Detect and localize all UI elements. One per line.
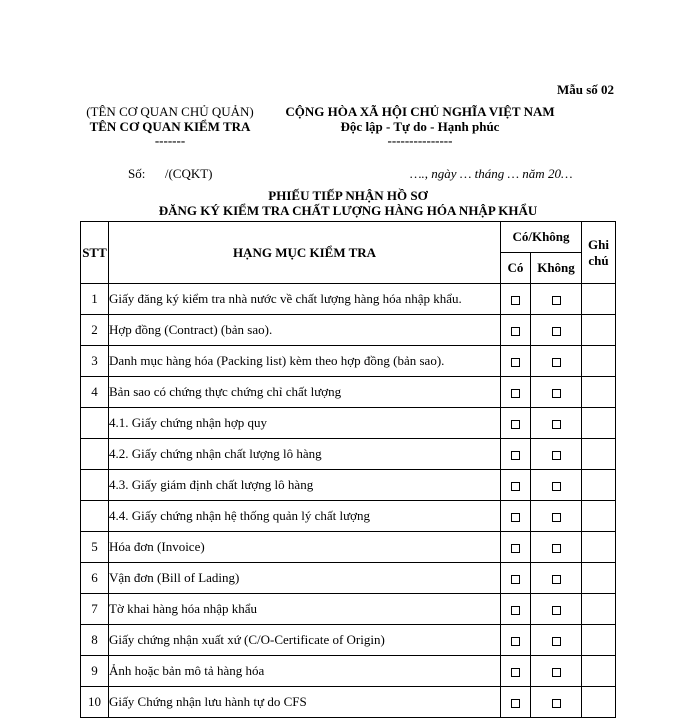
- table-row: [81, 439, 616, 470]
- row-stt: [81, 470, 109, 501]
- yes-checkbox[interactable]: [511, 451, 520, 460]
- table-row: [81, 625, 616, 656]
- row-stt: 4: [81, 377, 109, 408]
- table-row: [81, 408, 616, 439]
- no-checkbox[interactable]: [552, 513, 561, 522]
- no-checkbox[interactable]: [552, 296, 561, 305]
- row-yes-cell: [501, 377, 531, 408]
- row-note[interactable]: [582, 594, 616, 625]
- row-yes-cell: [501, 501, 531, 532]
- row-note[interactable]: [582, 687, 616, 718]
- no-checkbox[interactable]: [552, 358, 561, 367]
- row-stt: 5: [81, 532, 109, 563]
- row-stt: 1: [81, 284, 109, 315]
- row-item: 4.4. Giấy chứng nhận hệ thống quản lý chất lượng: [109, 501, 501, 532]
- row-no-cell: [531, 439, 582, 470]
- no-checkbox[interactable]: [552, 637, 561, 646]
- row-no-cell: [531, 408, 582, 439]
- form-number: Mẫu số 02: [557, 82, 615, 97]
- table-row: [81, 563, 616, 594]
- row-stt: [81, 408, 109, 439]
- yes-checkbox[interactable]: [511, 637, 520, 646]
- row-yes-cell: [501, 470, 531, 501]
- no-checkbox[interactable]: [552, 327, 561, 336]
- national-motto: Độc lập - Tự do - Hạnh phúc: [340, 119, 500, 134]
- row-yes-cell: [501, 563, 531, 594]
- row-note[interactable]: [582, 470, 616, 501]
- yes-checkbox[interactable]: [511, 513, 520, 522]
- row-no-cell: [531, 315, 582, 346]
- table-row: [81, 346, 616, 377]
- row-no-cell: [531, 346, 582, 377]
- agency-header: [70, 104, 270, 147]
- yes-checkbox[interactable]: [511, 482, 520, 491]
- table-row: [81, 687, 616, 718]
- no-checkbox[interactable]: [552, 575, 561, 584]
- table-row: [81, 470, 616, 501]
- yes-checkbox[interactable]: [511, 389, 520, 398]
- yes-checkbox[interactable]: [511, 544, 520, 553]
- row-note[interactable]: [582, 625, 616, 656]
- no-checkbox[interactable]: [552, 420, 561, 429]
- national-title: CỘNG HÒA XÃ HỘI CHỦ NGHĨA VIỆT NAM: [285, 104, 555, 119]
- row-stt: 2: [81, 315, 109, 346]
- row-item: 4.2. Giấy chứng nhận chất lượng lô hàng: [109, 439, 501, 470]
- row-item: Giấy Chứng nhận lưu hành tự do CFS: [109, 687, 501, 718]
- table-row: [81, 501, 616, 532]
- row-yes-cell: [501, 346, 531, 377]
- row-yes-cell: [501, 315, 531, 346]
- row-note[interactable]: [582, 346, 616, 377]
- row-stt: [81, 501, 109, 532]
- yes-checkbox[interactable]: [511, 327, 520, 336]
- row-yes-cell: [501, 532, 531, 563]
- row-no-cell: [531, 656, 582, 687]
- yes-checkbox[interactable]: [511, 358, 520, 367]
- checklist-table: [80, 221, 616, 718]
- row-item: Hóa đơn (Invoice): [109, 532, 501, 563]
- yes-checkbox[interactable]: [511, 606, 520, 615]
- row-note[interactable]: [582, 315, 616, 346]
- table-row: [81, 656, 616, 687]
- row-yes-cell: [501, 284, 531, 315]
- table-row: [81, 594, 616, 625]
- yes-checkbox[interactable]: [511, 668, 520, 677]
- row-yes-cell: [501, 656, 531, 687]
- row-note[interactable]: [582, 532, 616, 563]
- row-yes-cell: [501, 687, 531, 718]
- yes-checkbox[interactable]: [511, 420, 520, 429]
- row-no-cell: [531, 563, 582, 594]
- document-number: Số: /(CQKT): [128, 166, 213, 181]
- form-title-line-1: PHIẾU TIẾP NHẬN HỒ SƠ: [268, 188, 428, 203]
- row-item: Vận đơn (Bill of Lading): [109, 563, 501, 594]
- header-stt: STT: [81, 222, 109, 284]
- row-item: Bản sao có chứng thực chứng chỉ chất lượng: [109, 377, 501, 408]
- row-no-cell: [531, 470, 582, 501]
- no-checkbox[interactable]: [552, 544, 561, 553]
- row-stt: 10: [81, 687, 109, 718]
- no-checkbox[interactable]: [552, 668, 561, 677]
- row-item: Giấy đăng ký kiểm tra nhà nước về chất lượng hàng hóa nhập khẩu.: [109, 284, 501, 315]
- table-row: [81, 284, 616, 315]
- header-item: HẠNG MỤC KIỂM TRA: [109, 222, 501, 284]
- row-item: Danh mục hàng hóa (Packing list) kèm theo hợp đồng (bản sao).: [109, 346, 501, 377]
- row-note[interactable]: [582, 563, 616, 594]
- yes-checkbox[interactable]: [511, 296, 520, 305]
- row-item: Hợp đồng (Contract) (bản sao).: [109, 315, 501, 346]
- row-stt: 8: [81, 625, 109, 656]
- row-item: 4.3. Giấy giám định chất lượng lô hàng: [109, 470, 501, 501]
- row-no-cell: [531, 377, 582, 408]
- agency-divider: -------: [154, 133, 186, 148]
- date-line: …., ngày … tháng … năm 20…: [410, 166, 573, 181]
- parent-agency: (TÊN CƠ QUAN CHỦ QUẢN): [86, 104, 254, 119]
- row-no-cell: [531, 625, 582, 656]
- row-stt: 6: [81, 563, 109, 594]
- row-yes-cell: [501, 408, 531, 439]
- inspection-agency: TÊN CƠ QUAN KIỂM TRA: [89, 119, 251, 134]
- form-title: [80, 188, 616, 218]
- row-note[interactable]: [582, 408, 616, 439]
- row-yes-cell: [501, 625, 531, 656]
- row-yes-cell: [501, 594, 531, 625]
- row-note[interactable]: [582, 656, 616, 687]
- table-row: [81, 532, 616, 563]
- no-checkbox[interactable]: [552, 606, 561, 615]
- row-stt: [81, 439, 109, 470]
- row-no-cell: [531, 284, 582, 315]
- row-stt: 7: [81, 594, 109, 625]
- row-note[interactable]: [582, 501, 616, 532]
- yes-checkbox[interactable]: [511, 575, 520, 584]
- row-no-cell: [531, 687, 582, 718]
- no-checkbox[interactable]: [552, 389, 561, 398]
- row-note[interactable]: [582, 439, 616, 470]
- row-item: Tờ khai hàng hóa nhập khẩu: [109, 594, 501, 625]
- row-no-cell: [531, 594, 582, 625]
- table-row: [81, 377, 616, 408]
- row-item: Ảnh hoặc bản mô tả hàng hóa: [109, 656, 501, 687]
- row-stt: 9: [81, 656, 109, 687]
- row-item: 4.1. Giấy chứng nhận hợp quy: [109, 408, 501, 439]
- row-yes-cell: [501, 439, 531, 470]
- row-item: Giấy chứng nhận xuất xứ (C/O-Certificate of Origin): [109, 625, 501, 656]
- header-yes-no: Có/Không: [501, 222, 582, 253]
- form-title-line-2: ĐĂNG KÝ KIỂM TRA CHẤT LƯỢNG HÀNG HÓA NHẬP KHẨU: [158, 203, 538, 218]
- row-note[interactable]: [582, 284, 616, 315]
- row-no-cell: [531, 532, 582, 563]
- national-divider: ---------------: [387, 133, 453, 148]
- row-note[interactable]: [582, 377, 616, 408]
- header-no: Không: [531, 253, 582, 284]
- table-row: [81, 315, 616, 346]
- no-checkbox[interactable]: [552, 451, 561, 460]
- header-note: Ghi chú: [582, 222, 616, 284]
- national-header: [270, 104, 570, 147]
- row-no-cell: [531, 501, 582, 532]
- no-checkbox[interactable]: [552, 482, 561, 491]
- header-yes: Có: [501, 253, 531, 284]
- row-stt: 3: [81, 346, 109, 377]
